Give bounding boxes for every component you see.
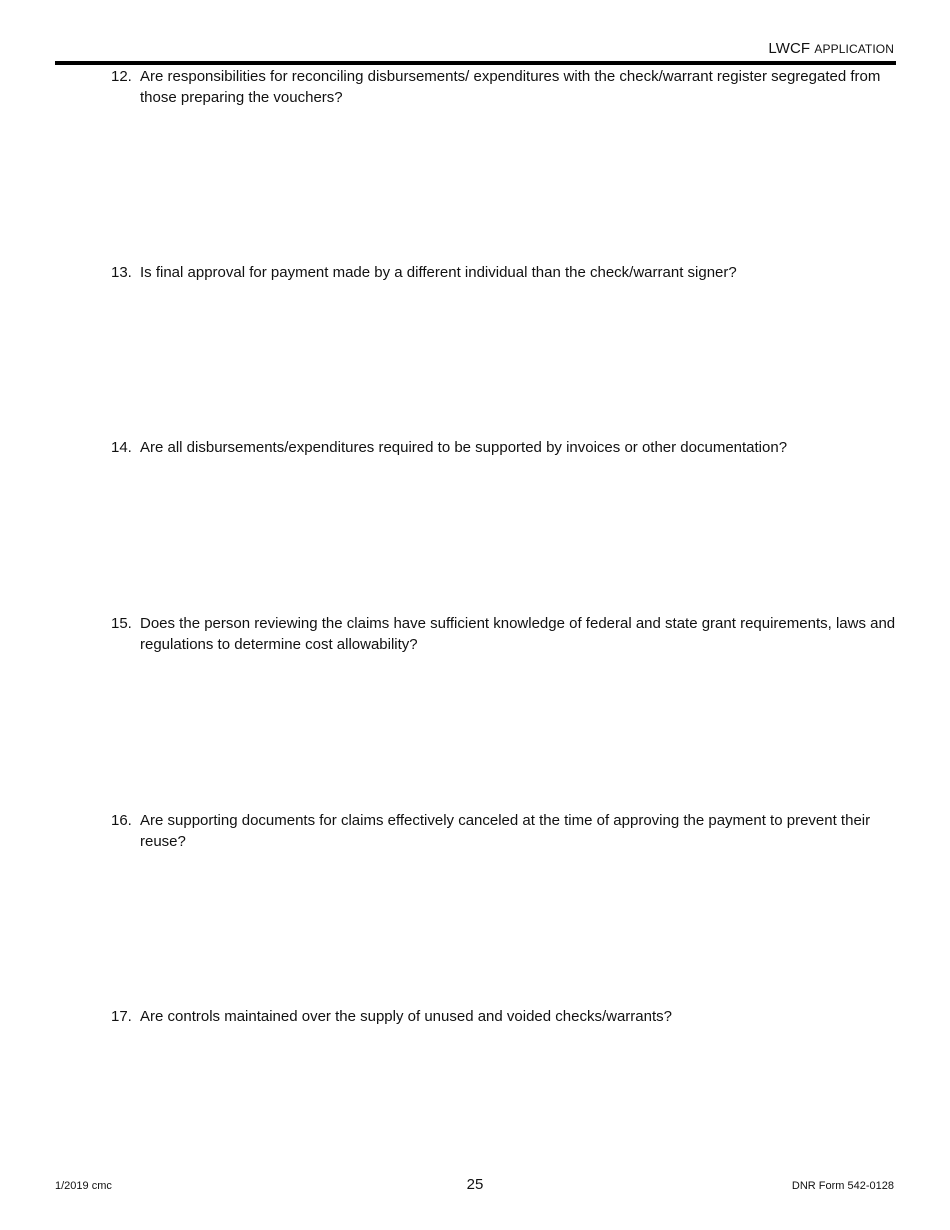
question-text: Are all disbursements/expenditures required to be supported by invoices or other documentation? (140, 439, 788, 456)
footer-form-number: DNR Form 542-0128 (791, 1180, 894, 1192)
question-number: 13. (111, 264, 132, 281)
question-13 (111, 262, 901, 283)
question-number: 17. (111, 1008, 132, 1025)
question-text: Are supporting documents for claims effectively canceled at the time of approving the payment to prevent their reuse? (140, 812, 871, 850)
question-15 (111, 613, 901, 655)
header-title-prefix: LWCF (768, 40, 815, 57)
question-12 (111, 66, 901, 108)
question-text: Is final approval for payment made by a different individual than the check/warrant signer? (140, 264, 737, 281)
page-header-title (768, 40, 894, 57)
question-14 (111, 437, 901, 458)
page-number: 25 (466, 1176, 484, 1193)
question-17 (111, 1006, 901, 1027)
question-number: 15. (111, 615, 132, 632)
footer-revision-date: 1/2019 cmc (55, 1180, 112, 1192)
question-number: 14. (111, 439, 132, 456)
header-title-caps: APPLICATION (814, 42, 894, 56)
question-number: 12. (111, 68, 132, 85)
question-text: Does the person reviewing the claims have sufficient knowledge of federal and state grant requirements, laws and regulations to determine cost allowability? (140, 615, 896, 653)
question-16 (111, 810, 901, 852)
question-text: Are responsibilities for reconciling disbursements/ expenditures with the check/warrant register segregated from those preparing the vouchers? (140, 68, 881, 106)
question-number: 16. (111, 812, 132, 829)
header-rule (55, 61, 896, 65)
question-text: Are controls maintained over the supply of unused and voided checks/warrants? (140, 1008, 672, 1025)
